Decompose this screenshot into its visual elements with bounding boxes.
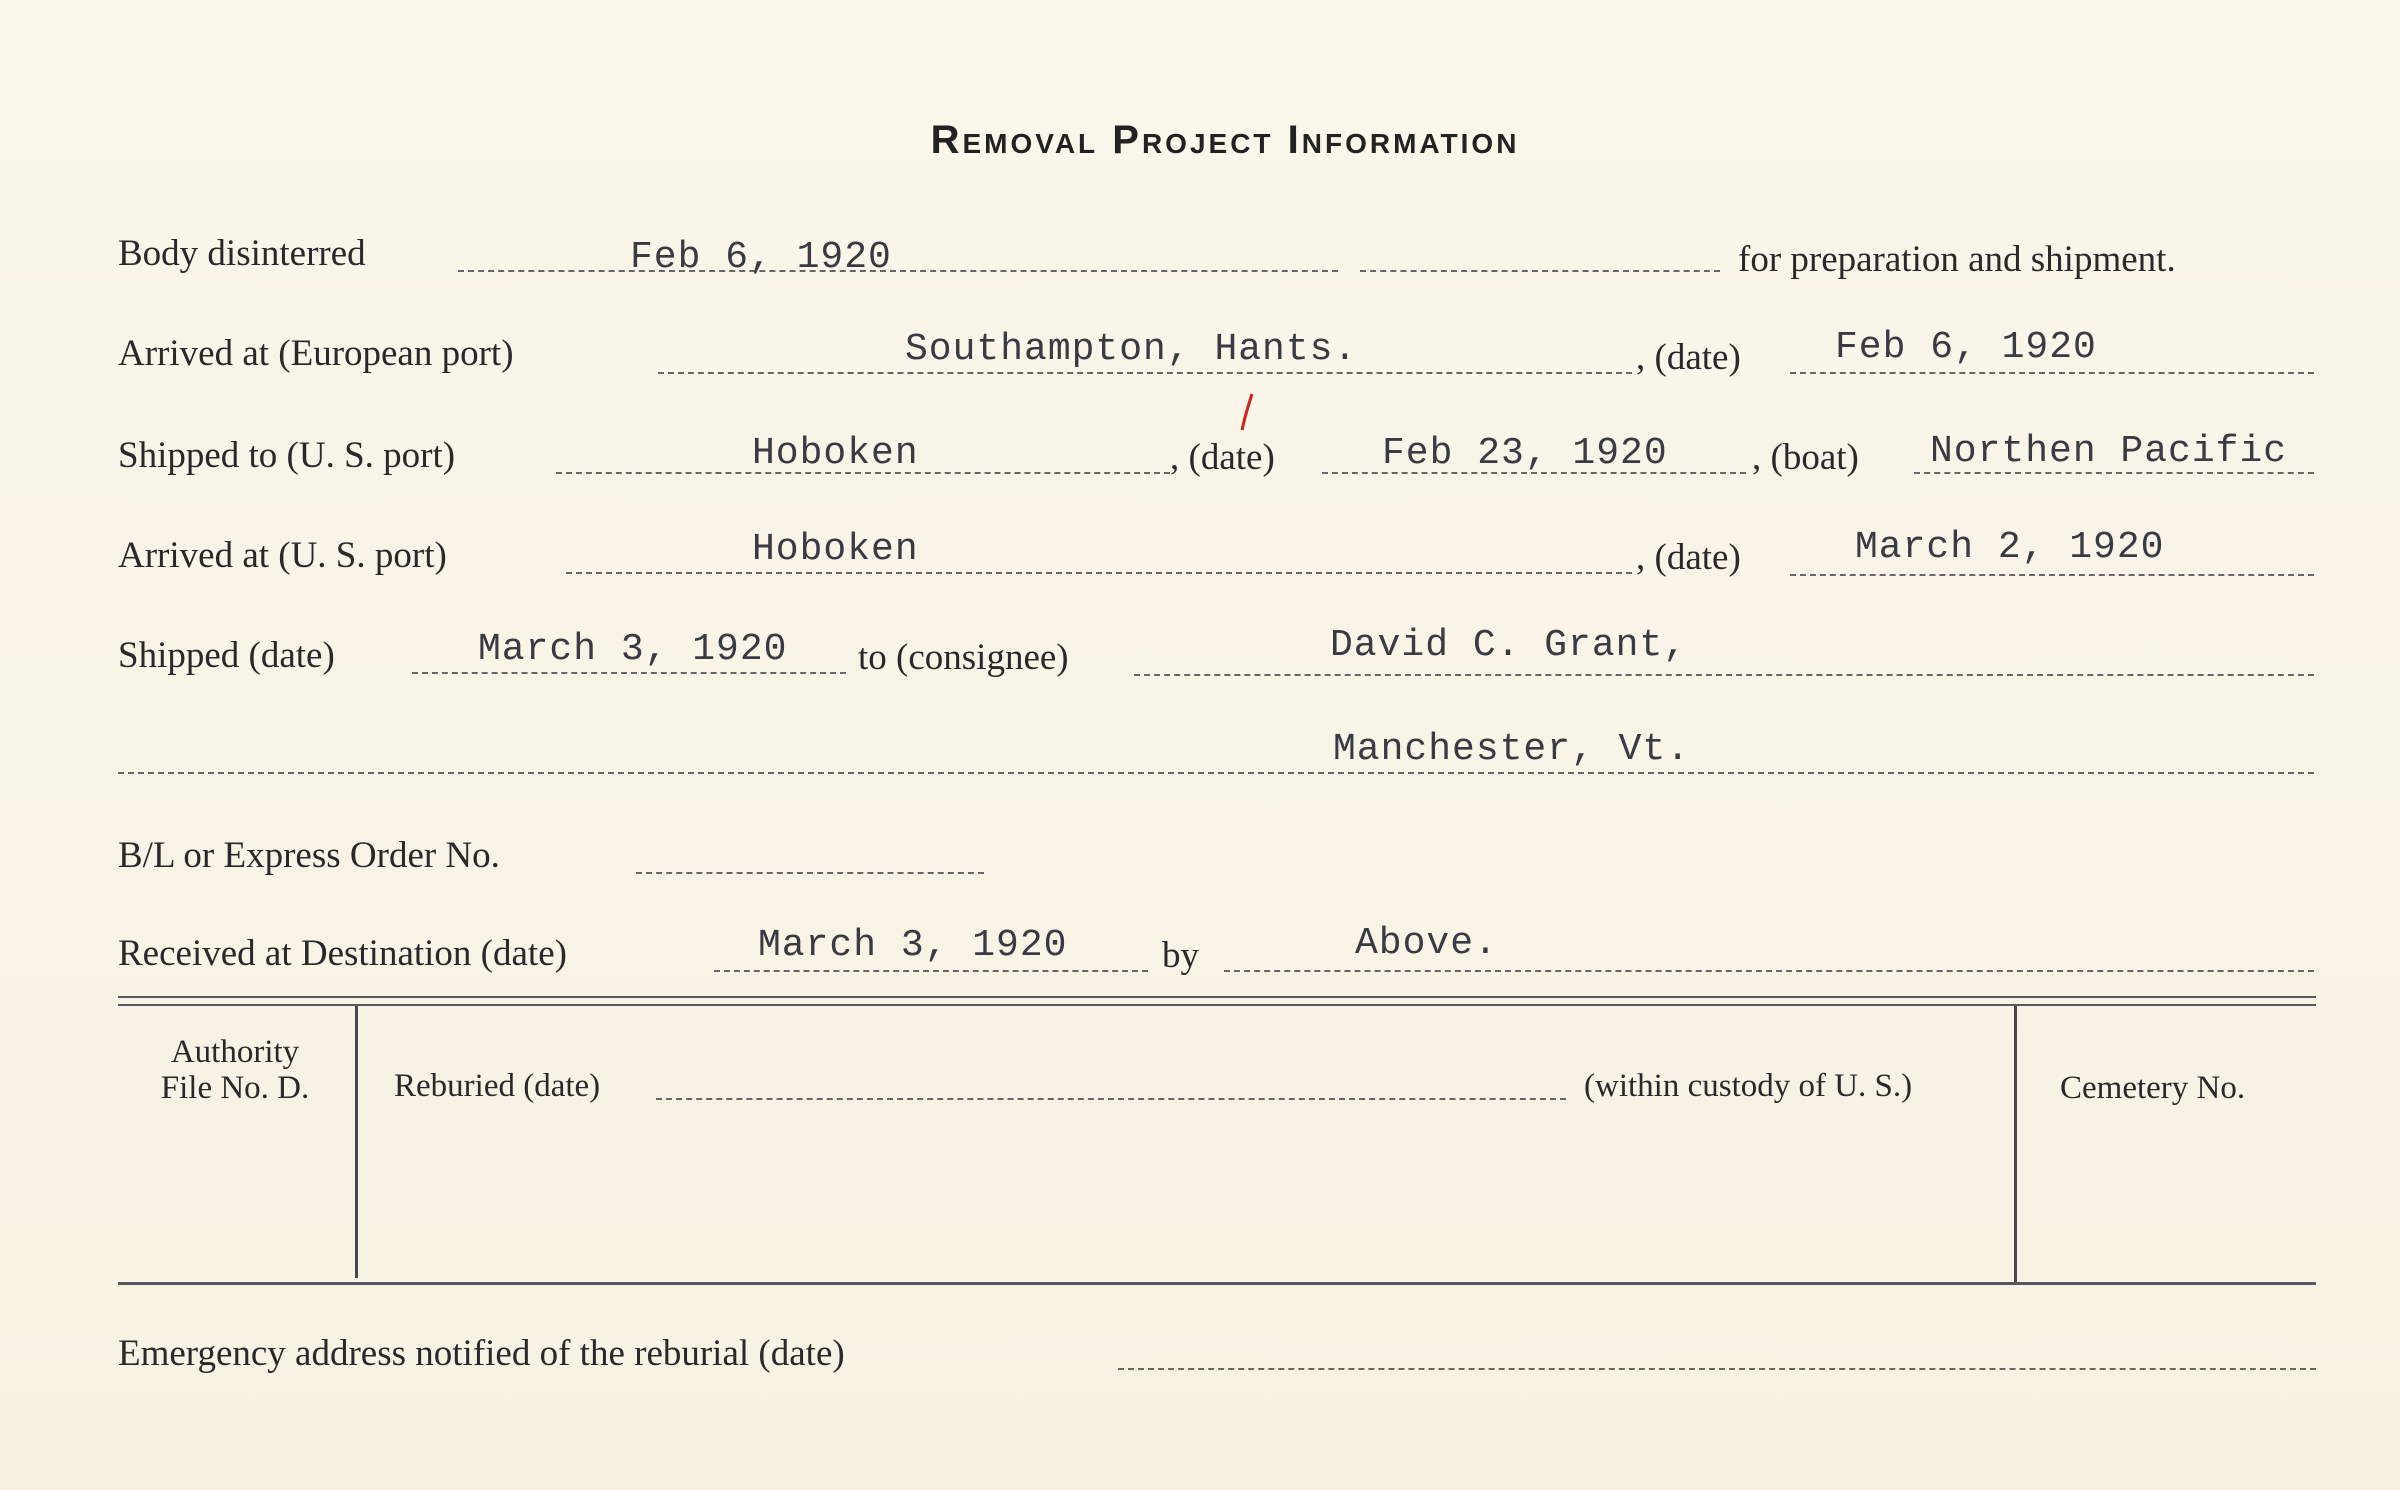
arrived-us-date-label: , (date) <box>1636 537 1741 578</box>
arrived-us-line <box>566 572 1632 574</box>
shipped-to-us-date-label: , (date) <box>1170 437 1275 478</box>
arrived-european-line <box>658 372 1632 374</box>
custody-label: (within custody of U. S.) <box>1584 1068 1913 1104</box>
body-disinterred-value[interactable]: Feb 6, 1920 <box>630 236 892 279</box>
authority-label-line-2: File No. D. <box>160 1070 310 1106</box>
shipped-to-us-label: Shipped to (U. S. port) <box>118 435 456 476</box>
consignee-line-2-rule <box>118 772 2314 774</box>
shipped-date-line <box>412 672 846 674</box>
page-title: Removal Project Information <box>930 118 1520 162</box>
shipped-label: Shipped (date) <box>118 635 335 676</box>
received-date[interactable]: March 3, 1920 <box>758 924 1068 967</box>
cemetery-label: Cemetery No. <box>2060 1070 2246 1106</box>
arrived-us-date-line <box>1790 574 2314 576</box>
arrived-us-label: Arrived at (U. S. port) <box>118 535 447 576</box>
authority-file-label <box>120 1034 350 1106</box>
table-bottom-rule <box>118 1282 2316 1285</box>
arrived-european-date-line <box>1790 372 2314 374</box>
arrived-european-date[interactable]: Feb 6, 1920 <box>1835 326 2097 369</box>
received-by-label: by <box>1162 935 1199 976</box>
consignee-line-1[interactable]: David C. Grant, <box>1330 624 1688 667</box>
table-top-rule-1 <box>118 996 2316 998</box>
shipped-date[interactable]: March 3, 1920 <box>478 628 788 671</box>
received-date-line <box>714 970 1148 972</box>
authority-label-line-1: Authority <box>170 1034 300 1070</box>
received-label: Received at Destination (date) <box>118 933 567 974</box>
consignee-line-2[interactable]: Manchester, Vt. <box>1333 728 1691 771</box>
arrived-european-label: Arrived at (European port) <box>118 333 514 374</box>
body-disinterred-label: Body disinterred <box>118 233 366 274</box>
arrived-european-date-label: , (date) <box>1636 337 1741 378</box>
arrived-us-port[interactable]: Hoboken <box>752 528 919 571</box>
body-disinterred-suffix: for preparation and shipment. <box>1738 239 2176 280</box>
red-check-mark-icon <box>1230 390 1260 450</box>
body-disinterred-line <box>458 270 1338 272</box>
shipped-to-us-port[interactable]: Hoboken <box>752 432 919 475</box>
received-by[interactable]: Above. <box>1355 922 1498 965</box>
table-divider-left <box>355 1006 358 1278</box>
emergency-address-line[interactable] <box>1118 1368 2316 1370</box>
table-divider-right <box>2014 1006 2017 1282</box>
reburied-label: Reburied (date) <box>394 1068 601 1104</box>
bl-order-line[interactable] <box>636 872 984 874</box>
received-by-line <box>1224 970 2314 972</box>
table-top-rule-2 <box>118 1004 2316 1006</box>
consignee-line <box>1134 674 2314 676</box>
reburied-date-line[interactable] <box>656 1098 1566 1100</box>
shipped-to-us-boat[interactable]: Northen Pacific <box>1930 430 2288 473</box>
arrived-european-port[interactable]: Southampton, Hants. <box>905 328 1358 371</box>
shipped-to-us-boat-label: , (boat) <box>1752 437 1859 478</box>
consignee-label: to (consignee) <box>858 637 1069 678</box>
bl-order-label: B/L or Express Order No. <box>118 835 500 876</box>
shipped-to-us-date[interactable]: Feb 23, 1920 <box>1382 432 1668 475</box>
arrived-us-date[interactable]: March 2, 1920 <box>1855 526 2165 569</box>
body-disinterred-line-2 <box>1360 270 1720 272</box>
emergency-address-label: Emergency address notified of the reburial (date) <box>118 1333 845 1374</box>
